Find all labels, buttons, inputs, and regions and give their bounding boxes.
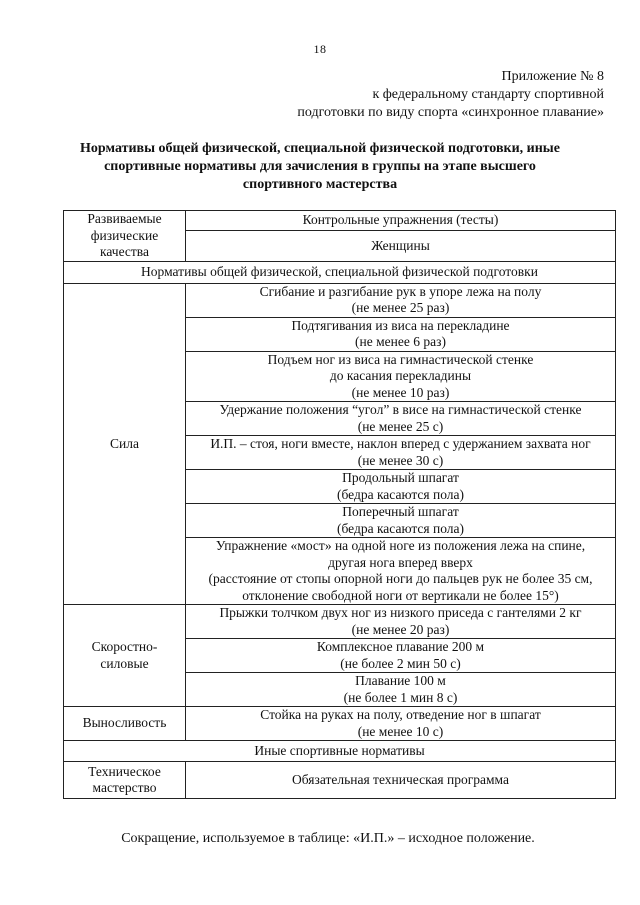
section-row — [64, 261, 616, 283]
exercise-text: (расстояние от стопы опорной ноги до пальцев рук не более 35 см, — [208, 571, 593, 586]
document-title — [70, 140, 570, 194]
exercise-text: И.П. – стоя, ноги вместе, наклон вперед с удержанием захвата ног — [210, 436, 591, 451]
table-row — [64, 707, 616, 741]
exercise-text: Комплексное плавание 200 м — [316, 639, 485, 654]
exercise-cell — [186, 673, 616, 707]
exercise-text: другая нога вперед вверх — [328, 554, 473, 570]
section-general-title: Нормативы общей физической, специальной физической подготовки — [64, 261, 616, 283]
exercise-cell — [186, 639, 616, 673]
exercise-norm: (не менее 20 раз) — [351, 621, 450, 637]
page-number: 18 — [313, 42, 327, 56]
table-row — [64, 762, 616, 799]
exercise-text: Стойка на руках на полу, отведение ног в шпагат — [260, 707, 541, 722]
exercise-norm: (не менее 25 раз) — [351, 300, 450, 315]
norms-table — [63, 210, 616, 799]
section-row — [64, 741, 616, 762]
title-line: спортивного мастерства — [242, 177, 398, 192]
exercise-text: Упражнение «мост» на одной ноге из положения лежа на спине, — [215, 538, 586, 553]
title-line: спортивные нормативы для зачисления в группы на этапе высшего — [104, 159, 536, 174]
quality-text: мастерство — [92, 780, 157, 795]
technical-program-cell: Обязательная техническая программа — [186, 762, 616, 799]
exercise-cell — [186, 504, 616, 538]
exercise-text: Сгибание и разгибание рук в упоре лежа на полу — [259, 283, 542, 299]
exercise-cell — [186, 436, 616, 470]
header-text: физические — [90, 227, 159, 243]
exercise-text: до касания перекладины — [329, 368, 472, 383]
quality-strength: Сила — [64, 283, 186, 605]
footnote: Сокращение, используемое в таблице: «И.П.» – исходное положение. — [121, 831, 535, 846]
exercise-norm: (не более 1 мин 8 с) — [343, 689, 458, 705]
exercise-norm: (бедра касаются пола) — [336, 520, 465, 536]
section-other-title: Иные спортивные нормативы — [64, 741, 616, 762]
exercise-norm: (не более 2 мин 50 с) — [340, 655, 461, 671]
table-row — [64, 283, 616, 317]
exercise-cell — [186, 283, 616, 317]
exercise-norm: (не менее 10 с) — [357, 723, 444, 739]
exercise-norm: (не менее 10 раз) — [351, 384, 450, 400]
exercise-norm: (не менее 30 с) — [357, 452, 444, 468]
exercise-cell — [186, 538, 616, 605]
appendix-line: Приложение № 8 — [501, 69, 604, 84]
appendix-line: подготовки по виду спорта «синхронное плавание» — [297, 105, 604, 120]
exercise-cell — [186, 402, 616, 436]
exercise-text: Прыжки толчком двух ног из низкого приседа с гантелями 2 кг — [219, 605, 582, 620]
appendix-header — [297, 68, 604, 122]
exercise-cell — [186, 470, 616, 504]
exercise-cell — [186, 317, 616, 351]
exercise-norm: (бедра касаются пола) — [336, 486, 465, 502]
header-row — [64, 211, 616, 231]
title-line: Нормативы общей физической, специальной физической подготовки, иные — [80, 141, 560, 156]
exercise-norm: (не менее 6 раз) — [355, 334, 446, 349]
header-qualities — [64, 211, 186, 262]
table-row — [64, 605, 616, 639]
quality-speed-strength — [64, 605, 186, 707]
quality-text: силовые — [100, 655, 149, 671]
header-text: качества — [99, 244, 149, 259]
exercise-text: Поперечный шпагат — [342, 504, 459, 519]
exercise-text: Удержание положения “угол” в висе на гимнастической стенке — [219, 402, 582, 417]
exercise-cell — [186, 707, 616, 741]
quality-text: Скоростно- — [91, 639, 158, 654]
quality-text: Техническое — [88, 763, 161, 779]
exercise-text: Подъем ног из виса на гимнастической стенке — [267, 351, 534, 367]
header-exercises: Контрольные упражнения (тесты) — [186, 211, 616, 231]
header-women: Женщины — [186, 231, 616, 261]
exercise-text: Подтягивания из виса на перекладине — [291, 317, 510, 333]
exercise-cell — [186, 605, 616, 639]
exercise-text: Плавание 100 м — [355, 673, 446, 688]
exercise-text: Продольный шпагат — [342, 470, 459, 485]
exercise-norm: отклонение свободной ноги от вертикали не более 15°) — [242, 587, 559, 603]
quality-endurance: Выносливость — [64, 707, 186, 741]
quality-technical — [64, 762, 186, 799]
exercise-norm: (не менее 25 с) — [357, 418, 444, 434]
header-text: Развиваемые — [87, 211, 162, 226]
exercise-cell — [186, 351, 616, 402]
appendix-line: к федеральному стандарту спортивной — [372, 87, 604, 102]
